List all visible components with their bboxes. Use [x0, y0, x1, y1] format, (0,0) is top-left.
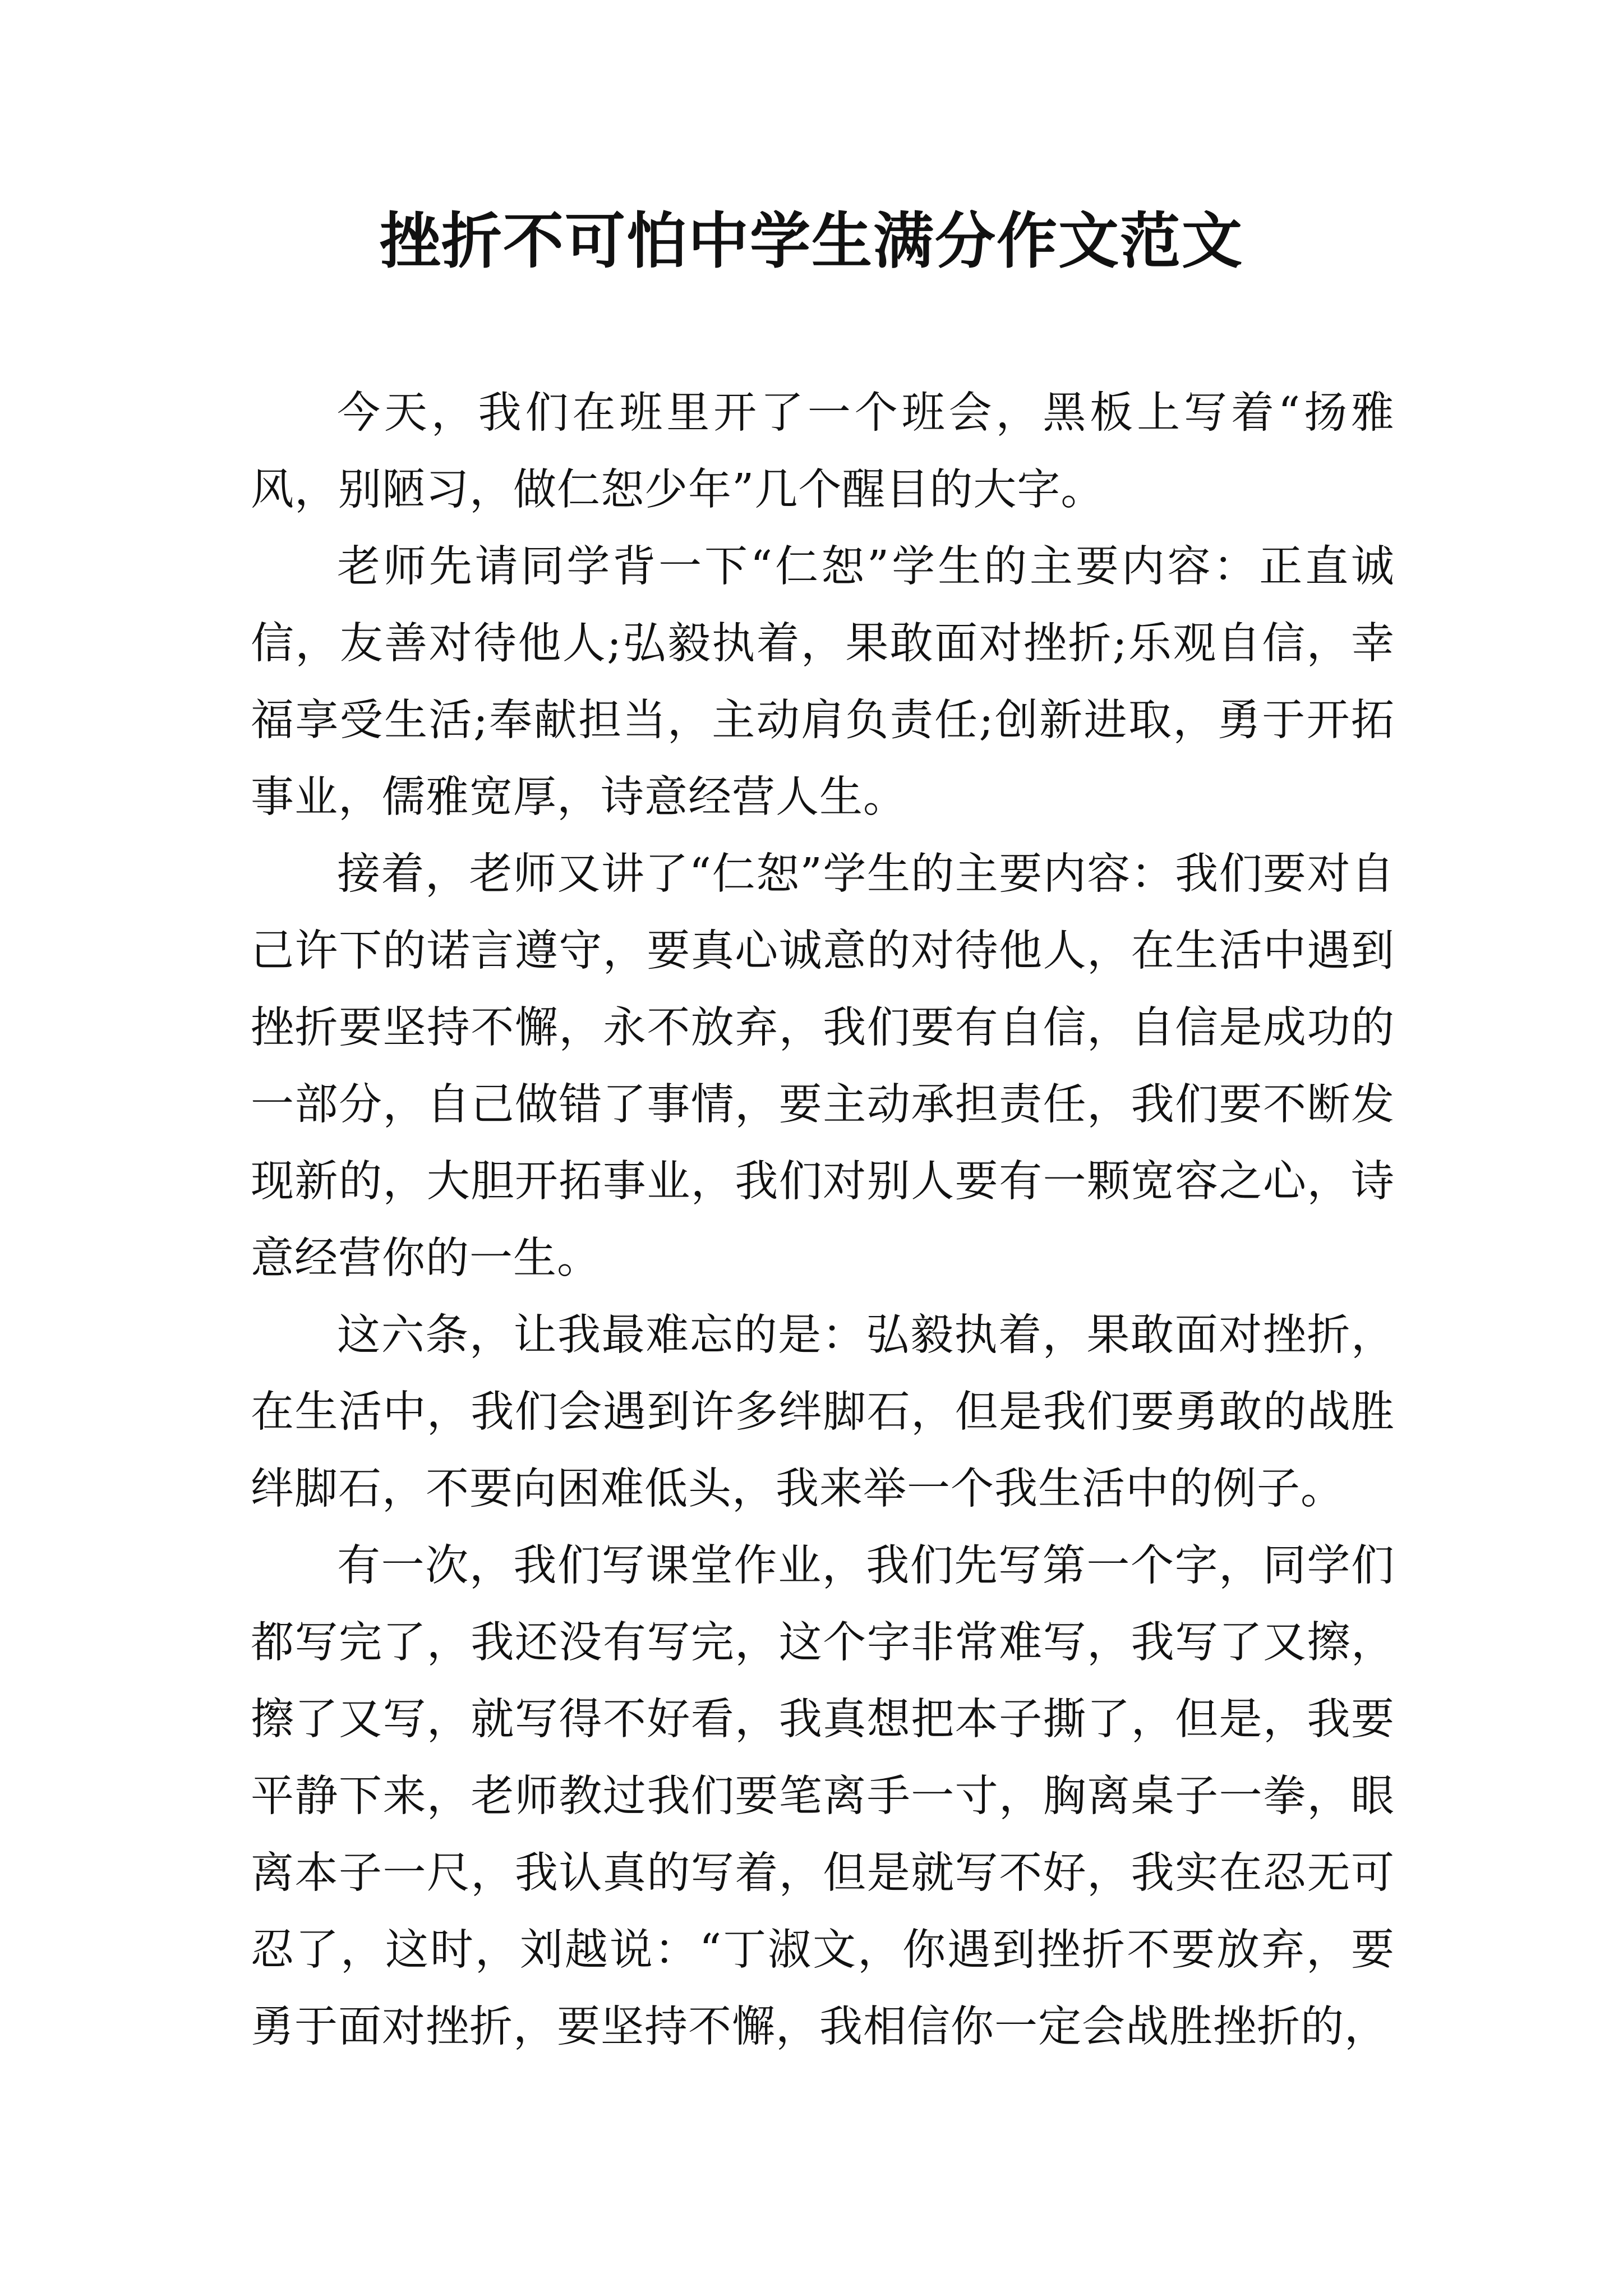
- document-title: 挫折不可怕中学生满分作文范文: [379, 206, 1243, 277]
- document-body: [251, 375, 1395, 2065]
- paragraph-5: 有一次，我们写课堂作业，我们先写第一个字，同学们都写完了，我还没有写完，这个字非常难写，我写了又擦，擦了又写，就写得不好看，我真想把本子撕了，但是，我要平静下来，老师教过我们要笔离手一寸，胸离桌子一拳，眼离本子一尺，我认真的写着，但是就写不好，我实在忍无可忍了，这时，刘越说：“丁淑文，你遇到挫折不要放弃，要勇于面对挫折，要坚持不懈，我相信你一定会战胜挫折的，: [251, 1541, 1395, 2052]
- paragraph-4: 这六条，让我最难忘的是：弘毅执着，果敢面对挫折，在生活中，我们会遇到许多绊脚石，但是我们要勇敢的战胜绊脚石，不要向困难低头，我来举一个我生活中的例子。: [251, 1310, 1395, 1514]
- paragraph-3: 接着，老师又讲了“仁恕”学生的主要内容：我们要对自己许下的诺言遵守，要真心诚意的对待他人，在生活中遇到挫折要坚持不懈，永不放弃，我们要有自信，自信是成功的一部分，自己做错了事情，要主动承担责任，我们要不断发现新的，大胆开拓事业，我们对别人要有一颗宽容之心，诗意经营你的一生。: [251, 849, 1395, 1283]
- paragraph-1: 今天，我们在班里开了一个班会，黑板上写着“扬雅风，别陋习，做仁恕少年”几个醒目的大字。: [251, 388, 1395, 515]
- paragraph-2: 老师先请同学背一下“仁恕”学生的主要内容：正直诚信，友善对待他人;弘毅执着，果敢面对挫折;乐观自信，幸福享受生活;奉献担当，主动肩负责任;创新进取，勇于开拓事业，儒雅宽厚，诗意经营人生。: [251, 542, 1395, 822]
